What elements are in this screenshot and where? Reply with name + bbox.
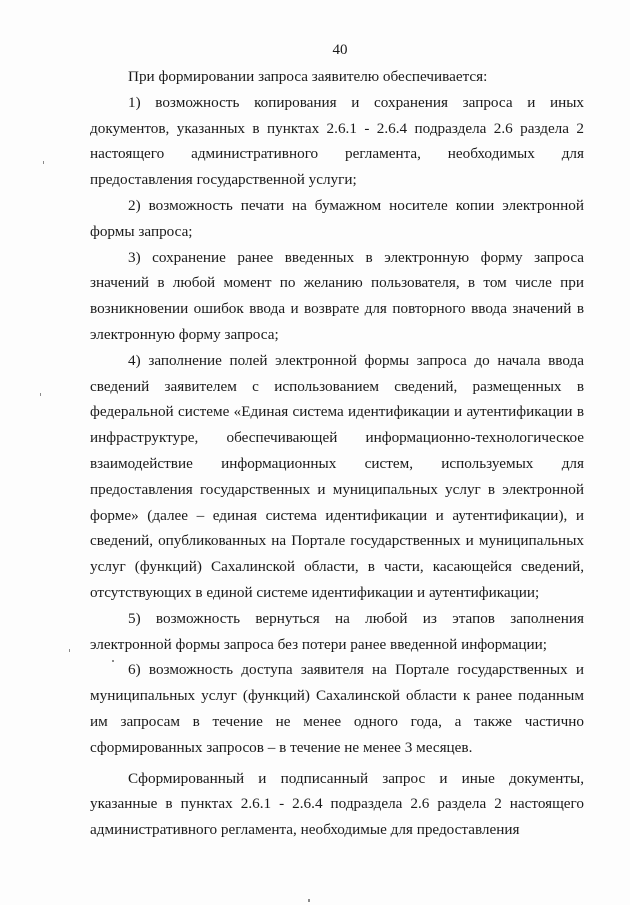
paragraph-item-3: 3) сохранение ранее введенных в электронную форму запроса значений в любой момент по желанию пользователя, в том числе при возникновении ошибок ввода и возврате для повторного ввода значений в электронную форму запроса; bbox=[90, 248, 584, 343]
paragraph-item-4: 4) заполнение полей электронной формы запроса до начала ввода сведений заявителем с использованием сведений, размещенных в федеральной системе «Единая система идентификации и аутентификации в инфраструктуре, обеспечивающей информационно-технологическое взаимодействие информационных систем, используемых для предоставления государственных и муниципальных услуг в электронной форме» (далее – единая система идентификации и аутентификации), и сведений, опубликованных на Портале государственных и муниципальных услуг (функций) Сахалинской области, в части, касающейся сведений, отсутствующих в единой системе идентификации и аутентификации; bbox=[90, 351, 584, 601]
scan-mark bbox=[40, 393, 41, 396]
page-number: 40 bbox=[332, 42, 348, 58]
paragraph-submission: Сформированный и подписанный запрос и иные документы, указанные в пунктах 2.6.1 - 2.6.4 подраздела 2.6 раздела 2 настоящего административного регламента, необходимые для предоставления bbox=[90, 769, 584, 839]
scan-mark bbox=[112, 660, 114, 662]
scan-mark bbox=[43, 161, 44, 164]
paragraph-item-1: 1) возможность копирования и сохранения запроса и иных документов, указанных в пунктах 2.6.1 - 2.6.4 подраздела 2.6 раздела 2 настоящего административного регламента, необходимых для предоставления государственной услуги; bbox=[90, 93, 584, 189]
paragraph-item-5: 5) возможность вернуться на любой из этапов заполнения электронной формы запроса без потери ранее введенной информации; bbox=[90, 609, 584, 653]
scan-mark bbox=[69, 649, 70, 652]
paragraph-intro: При формировании запроса заявителю обеспечивается: bbox=[128, 68, 488, 85]
document-body bbox=[90, 64, 584, 843]
paragraph-item-2: 2) возможность печати на бумажном носителе копии электронной формы запроса; bbox=[90, 196, 584, 240]
scan-mark bbox=[308, 899, 310, 902]
paragraph-item-6: 6) возможность доступа заявителя на Портале государственных и муниципальных услуг (функций) Сахалинской области к ранее поданным им запросам в течение не менее одного года, а также частично сформированных запросов – в течение не менее 3 месяцев. bbox=[90, 661, 584, 756]
